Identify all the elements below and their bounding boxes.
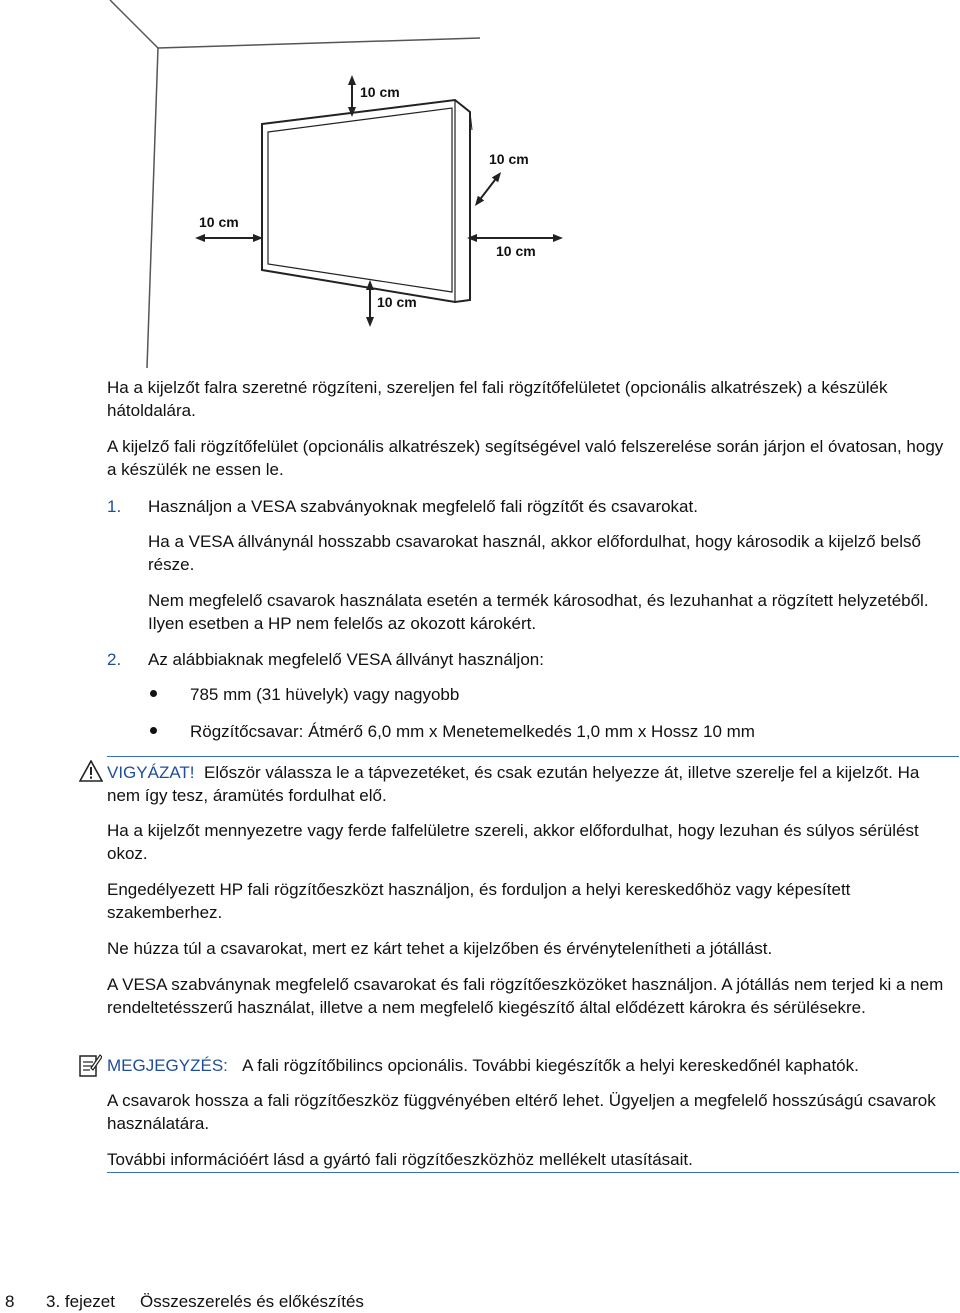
note-para-2: További információért lásd a gyártó fali rögzítőeszközhöz mellékelt utasításait. — [107, 1150, 693, 1169]
bullet-item-2: Rögzítőcsavar: Átmérő 6,0 mm x Menetemelkedés 1,0 mm x Hossz 10 mm — [190, 722, 755, 741]
intro-paragraph-1: Ha a kijelzőt falra szeretné rögzíteni, szereljen fel fali rögzítőfelületet (opcionális alkatrészek) a készülék hátoldalára. — [107, 378, 888, 420]
monitor-shape — [262, 100, 472, 302]
bullet-item-1: 785 mm (31 hüvelyk) vagy nagyobb — [190, 685, 460, 704]
caution-para-1: Ha a kijelzőt mennyezetre vagy ferde falfelületre szereli, akkor előfordulhat, hogy lezuhan és súlyos sérülést okoz. — [107, 821, 919, 863]
note-label: MEGJEGYZÉS: — [107, 1056, 228, 1075]
step-1-sub-1: Ha a VESA állványnál hosszabb csavarokat használ, akkor előfordulhat, hogy károsodik a kijelző belső része. — [148, 532, 921, 574]
caution-para-4: A VESA szabványnak megfelelő csavarokat és fali rögzítőeszközöket használjon. A jótállás nem terjed ki a nem rendeltetésszerű használat, illetve a nem megfelelő kiegészítő által elődézett károkra és sérülésekre. — [107, 975, 944, 1017]
label-left: 10 cm — [199, 214, 239, 230]
bullet-dot — [150, 727, 157, 734]
caution-rule — [107, 756, 959, 757]
label-right-lower: 10 cm — [496, 243, 536, 259]
note-rule — [107, 1172, 959, 1173]
label-top: 10 cm — [360, 84, 400, 100]
intro-paragraph-2: A kijelző fali rögzítőfelület (opcionális alkatrészek) segítségével való felszerelése során járjon el óvatosan, hogy a készülék ne essen le. — [107, 437, 944, 479]
step-1-number: 1. — [107, 497, 122, 516]
step-1-text: Használjon a VESA szabványoknak megfelelő fali rögzítőt és csavarokat. — [148, 497, 698, 516]
caution-label: VIGYÁZAT! — [107, 763, 195, 782]
note-paragraph — [107, 1054, 952, 1077]
step-2-number: 2. — [107, 650, 122, 669]
page-number: 8 — [5, 1292, 15, 1311]
footer-chapter-title: Összeszerelés és előkészítés — [140, 1292, 364, 1311]
bullet-dot — [150, 690, 157, 697]
label-right-upper: 10 cm — [489, 151, 529, 167]
note-pad-icon — [78, 1052, 102, 1078]
footer-chapter: 3. fejezet — [46, 1292, 115, 1311]
step-2-text: Az alábbiaknak megfelelő VESA állványt használjon: — [148, 650, 544, 669]
note-text: A fali rögzítőbilincs opcionális. További kiegészítők a helyi kereskedőnél kaphatók. — [242, 1056, 859, 1075]
caution-text: Először válassza le a tápvezetéket, és csak ezután helyezze át, illetve szerelje fel a kijelzőt. Ha nem így tesz, áramütés fordulhat elő. — [107, 763, 920, 805]
caution-paragraph — [107, 761, 952, 807]
step-1-sub-2: Nem megfelelő csavarok használata esetén a termék károsodhat, és lezuhanhat a rögzített helyzetéből. Ilyen esetben a HP nem felelős az okozott károkért. — [148, 591, 929, 633]
caution-para-2: Engedélyezett HP fali rögzítőeszközt használjon, és forduljon a helyi kereskedőhöz vagy képesített szakemberhez. — [107, 880, 851, 922]
wall-mount-clearance-diagram — [0, 0, 960, 370]
note-para-1: A csavarok hossza a fali rögzítőeszköz függvényében eltérő lehet. Ügyeljen a megfelelő hosszúságú csavarok használatára. — [107, 1091, 936, 1133]
label-bottom: 10 cm — [377, 294, 417, 310]
arrow-right-upper — [478, 176, 498, 202]
warning-triangle-icon — [79, 760, 103, 782]
caution-para-3: Ne húzza túl a csavarokat, mert ez kárt tehet a kijelzőben és érvénytelenítheti a jótállást. — [107, 939, 773, 958]
